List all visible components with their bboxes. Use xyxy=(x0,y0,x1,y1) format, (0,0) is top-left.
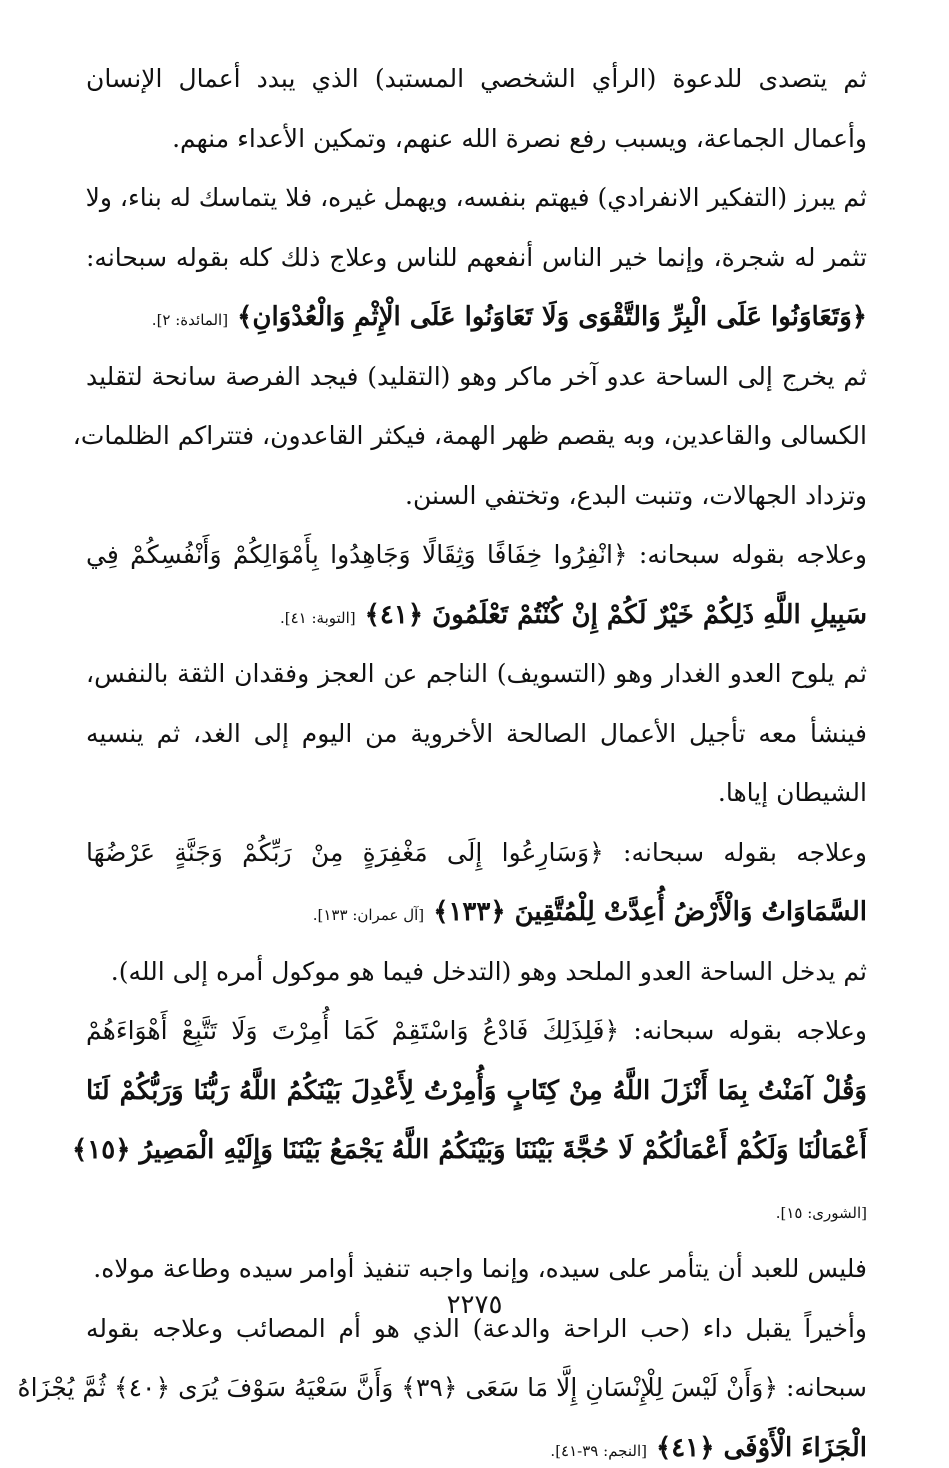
text-line xyxy=(86,657,867,691)
line-text: ﴿وَتَعَاوَنُوا عَلَى الْبِرِّ وَالتَّقْوَى وَلَا تَعَاوَنُوا عَلَى الْإِثْمِ وَالْعُدْوَانِ﴾ xyxy=(237,302,867,332)
verse-reference: [آل عمران: ١٣٣]. xyxy=(312,906,425,924)
line-text: ثم يلوح العدو الغدار وهو (التسويف) الناجم عن العجز وفقدان الثقة بالنفس، xyxy=(86,659,867,688)
text-line xyxy=(86,538,867,572)
text-line xyxy=(86,479,867,513)
page-number: ٢٢٧٥ xyxy=(446,1290,503,1320)
text-line xyxy=(86,717,867,751)
line-text: ثم يدخل الساحة العدو الملحد وهو (التدخل فيما هو موكول أمره إلى الله). xyxy=(110,956,867,986)
text-line xyxy=(72,419,867,453)
line-text: تثمر له شجرة، وإنما خير الناس أنفعهم للناس وعلاج ذلك كله بقوله سبحانه: xyxy=(86,242,867,272)
text-line xyxy=(86,1193,867,1227)
line-text: الْجَزَاءَ الْأَوْفَى ﴿٤١﴾ xyxy=(656,1432,867,1463)
text-line xyxy=(86,181,867,215)
text-line xyxy=(86,598,867,632)
verse-reference: [التوبة: ٤١]. xyxy=(279,608,356,627)
text-line xyxy=(86,241,867,275)
verse-reference: [المائدة: ٢]. xyxy=(151,311,229,329)
text-line xyxy=(86,1014,867,1048)
text-line xyxy=(86,895,867,929)
text-line xyxy=(86,836,867,870)
line-text: فليس للعبد أن يتأمر على سيده، وإنما واجبه تنفيذ أوامر سيده وطاعة مولاه. xyxy=(93,1254,867,1283)
line-text: أَعْمَالُنَا وَلَكُمْ أَعْمَالُكُمْ لَا حُجَّةَ بَيْنَنَا وَبَيْنَكُمُ اللَّهُ يَجْمَعُ بَيْنَنَا وَإِلَيْهِ الْمَصِيرُ ﴿١٥﴾ xyxy=(72,1135,867,1165)
line-text: وأعمال الجماعة، ويسبب رفع نصرة الله عنهم، وتمكين الأعداء منهم. xyxy=(172,123,867,153)
line-text: سبحانه: ﴿وَأَنْ لَيْسَ لِلْإِنْسَانِ إِلَّا مَا سَعَى ﴿٣٩﴾ وَأَنَّ سَعْيَهُ سَوْفَ يُرَى ﴿٤٠﴾ ثُمَّ يُجْزَاهُ xyxy=(17,1373,867,1402)
text-line xyxy=(86,360,867,394)
text-body xyxy=(17,62,867,1465)
line-text: السَّمَاوَاتُ وَالْأَرْضُ أُعِدَّتْ لِلْمُتَّقِينَ ﴿١٣٣﴾ xyxy=(433,897,867,927)
line-text: سَبِيلِ اللَّهِ ذَلِكُمْ خَيْرٌ لَكُمْ إِنْ كُنْتُمْ تَعْلَمُونَ ﴿٤١﴾ xyxy=(364,599,867,630)
line-text: وعلاجه بقوله سبحانه: ﴿فَلِذَلِكَ فَادْعُ وَاسْتَقِمْ كَمَا أُمِرْتَ وَلَا تَتَّبِعْ أَهْوَاءَهُمْ xyxy=(86,1016,867,1045)
line-text: فينشأ معه تأجيل الأعمال الصالحة الأخروية من اليوم إلى الغد، ثم ينسيه xyxy=(86,718,867,748)
text-line xyxy=(72,1133,867,1167)
line-text: ثم يتصدى للدعوة (الرأي الشخصي المستبد) الذي يبدد أعمال الإنسان xyxy=(86,64,867,93)
line-text: ثم يخرج إلى الساحة عدو آخر ماكر وهو (التقليد) فيجد الفرصة سانحة لتقليد xyxy=(86,361,867,391)
text-line xyxy=(86,1074,867,1108)
line-text: وعلاجه بقوله سبحانه: ﴿انْفِرُوا خِفَافًا وَثِقَالًا وَجَاهِدُوا بِأَمْوَالِكُمْ وَأَنْفُسِكُمْ فِي xyxy=(86,540,867,569)
line-text: الكسالى والقاعدين، وبه يقصم ظهر الهمة، فيكثر القاعدون، فتتراكم الظلمات، xyxy=(72,421,867,450)
text-line xyxy=(17,1371,867,1405)
verse-reference: [الشورى: ١٥]. xyxy=(775,1203,867,1222)
text-line xyxy=(86,62,867,96)
line-text: وأخيراً يقبل داء (حب الراحة والدعة) الذي هو أم المصائب وعلاجه بقوله xyxy=(86,1313,867,1343)
text-line xyxy=(86,122,867,156)
text-line xyxy=(86,955,867,989)
text-line xyxy=(86,300,867,334)
line-text: وعلاجه بقوله سبحانه: ﴿وَسَارِعُوا إِلَى مَغْفِرَةٍ مِنْ رَبِّكُمْ وَجَنَّةٍ عَرْضُهَا xyxy=(86,837,867,867)
line-text: ثم يبرز (التفكير الانفرادي) فيهتم بنفسه، ويهمل غيره، فلا يتماسك له بناء، ولا xyxy=(85,183,867,212)
text-line xyxy=(86,1252,867,1286)
line-text: وتزداد الجهالات، وتنبت البدع، وتختفي السنن. xyxy=(405,480,867,510)
line-text: الشيطان إياها. xyxy=(717,778,867,807)
verse-reference: [النجم: ٣٩-٤١]. xyxy=(550,1441,647,1460)
line-text: وَقُلْ آمَنْتُ بِمَا أَنْزَلَ اللَّهُ مِنْ كِتَابٍ وَأُمِرْتُ لِأَعْدِلَ بَيْنَكُمُ اللَّهُ رَبُّنَا وَرَبُّكُمْ لَنَا xyxy=(86,1075,867,1106)
text-line xyxy=(86,776,867,810)
text-line xyxy=(86,1431,867,1465)
